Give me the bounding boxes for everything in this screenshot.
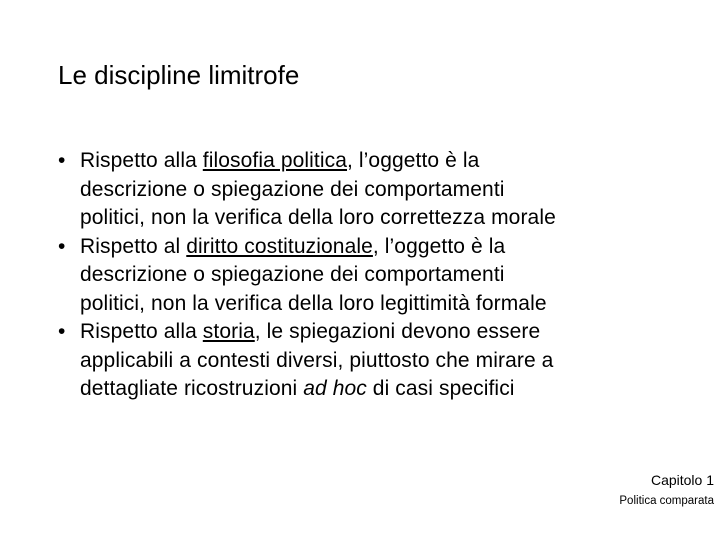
slide-title: Le discipline limitrofe xyxy=(58,60,300,90)
bullet-line xyxy=(80,233,698,262)
bullet-dot: • xyxy=(58,149,66,172)
bullet-line xyxy=(80,147,698,176)
line-text: di casi specifici xyxy=(366,377,515,400)
bullet-line xyxy=(80,318,698,347)
bullet-item-storia xyxy=(58,318,698,404)
line-text: , le spiegazioni devono essere xyxy=(254,320,541,343)
bullet-line xyxy=(80,375,698,404)
footer-chapter: Capitolo 1 xyxy=(650,472,714,488)
bullet-item-diritto xyxy=(58,233,698,319)
underlined-term: storia xyxy=(202,320,255,343)
bullet-item-filosofia xyxy=(58,147,698,233)
bullet-list xyxy=(58,147,698,404)
line-text: Rispetto al xyxy=(80,234,187,258)
line-text: , l’oggetto è la xyxy=(372,234,506,258)
bullet-line: politici, non la verifica della loro legittimità formale xyxy=(80,291,547,315)
footer-book-title: Politica comparata xyxy=(619,495,714,507)
underlined-term: filosofia politica xyxy=(202,149,348,172)
bullet-dot: • xyxy=(58,320,66,343)
underlined-term: diritto costituzionale xyxy=(186,234,373,258)
line-text: Rispetto alla xyxy=(80,320,203,343)
bullet-line: descrizione o spiegazione dei comportamenti xyxy=(80,263,505,286)
line-text: Rispetto alla xyxy=(80,149,203,172)
italic-term: ad hoc xyxy=(303,377,367,400)
bullet-dot: • xyxy=(58,234,66,258)
footer xyxy=(619,470,714,512)
bullet-line: politici, non la verifica della loro correttezza morale xyxy=(80,206,556,229)
line-text: , l’oggetto è la xyxy=(347,149,480,172)
line-text: dettagliate ricostruzioni xyxy=(80,377,304,400)
bullet-line: applicabili a contesti diversi, piuttosto che mirare a xyxy=(80,348,554,372)
bullet-line: descrizione o spiegazione dei comportamenti xyxy=(80,177,505,201)
